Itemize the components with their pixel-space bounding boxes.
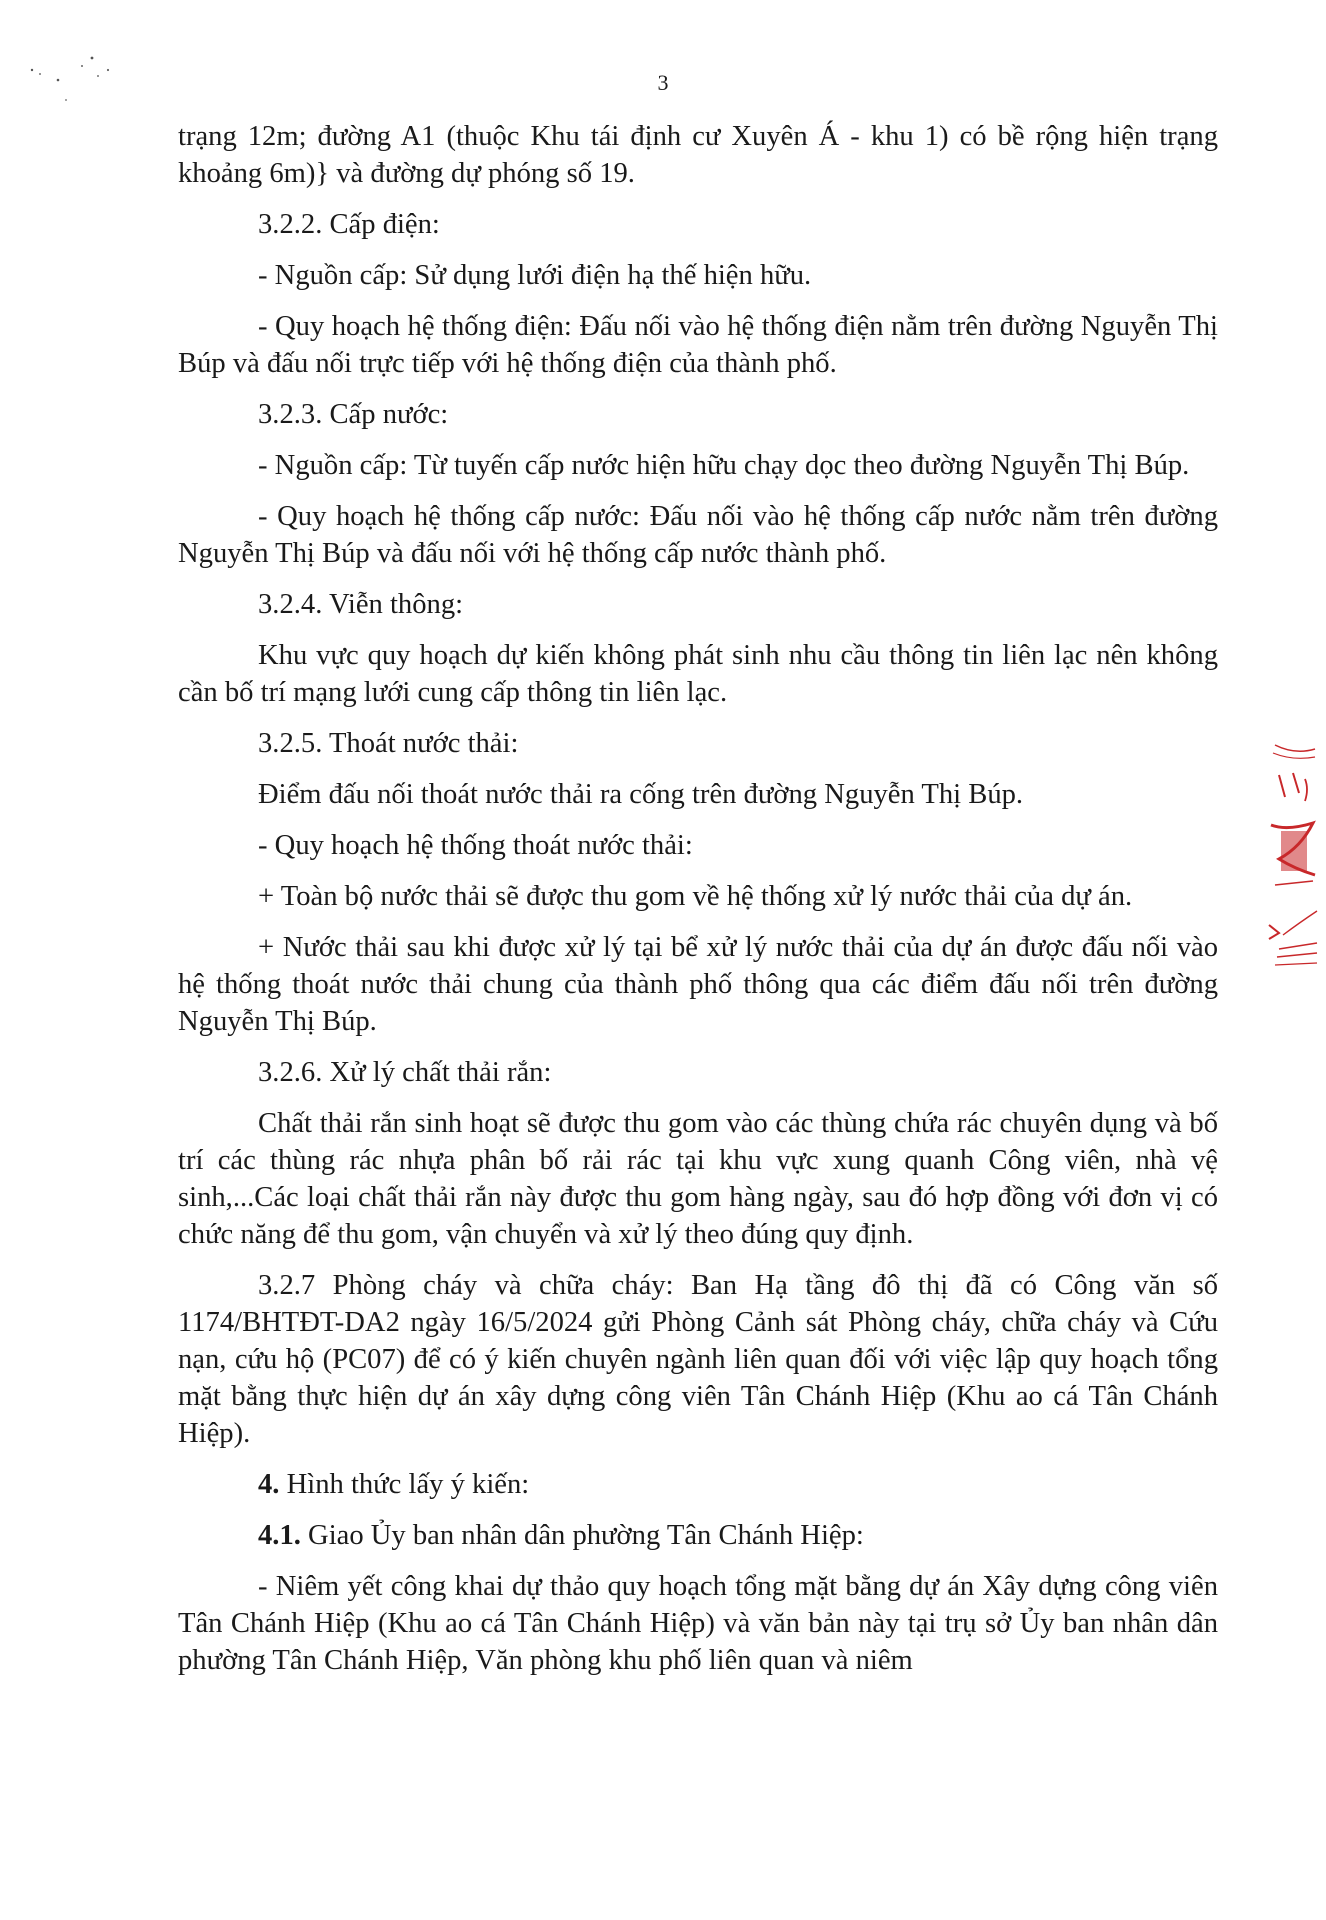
paragraph: - Niêm yết công khai dự thảo quy hoạch tổng mặt bằng dự án Xây dựng công viên Tân Chánh Hiệp (Khu ao cá Tân Chánh Hiệp) và văn bản này tại trụ sở Ủy ban nhân dân phường Tân Chánh Hiệp, Văn phòng khu phố liên quan và niêm <box>178 1571 1218 1676</box>
paragraph: - Quy hoạch hệ thống cấp nước: Đấu nối vào hệ thống cấp nước nằm trên đường Nguyễn Thị Búp và đấu nối với hệ thống cấp nước thành phố. <box>178 501 1218 569</box>
paragraph: 3.2.7 Phòng cháy và chữa cháy: Ban Hạ tầng đô thị đã có Công văn số 1174/BHTĐT-DA2 ngày 16/5/2024 gửi Phòng Cảnh sát Phòng cháy, chữa cháy và Cứu nạn, cứu hộ (PC07) để có ý kiến chuyên ngành liên quan đối với việc lập quy hoạch tổng mặt bằng thực hiện dự án xây dựng công viên Tân Chánh Hiệp (Khu ao cá Tân Chánh Hiệp). <box>178 1270 1218 1449</box>
paragraph: trạng 12m; đường A1 (thuộc Khu tái định cư Xuyên Á - khu 1) có bề rộng hiện trạng khoảng 6m)} và đường dự phóng số 19. <box>178 121 1218 189</box>
paragraph: + Nước thải sau khi được xử lý tại bể xử lý nước thải của dự án được đấu nối vào hệ thống thoát nước thải chung của thành phố thông qua các điểm đấu nối trên đường Nguyễn Thị Búp. <box>178 932 1218 1037</box>
section-heading: 3.2.2. Cấp điện: <box>258 209 440 240</box>
paragraph: - Quy hoạch hệ thống thoát nước thải: <box>258 830 693 861</box>
paragraph: + Toàn bộ nước thải sẽ được thu gom về hệ thống xử lý nước thải của dự án. <box>258 881 1133 912</box>
section-heading: 4. Hình thức lấy ý kiến: <box>258 1469 530 1500</box>
paragraph: - Nguồn cấp: Sử dụng lưới điện hạ thế hiện hữu. <box>258 260 812 291</box>
paragraph: Điểm đấu nối thoát nước thải ra cống trên đường Nguyễn Thị Búp. <box>258 779 1024 810</box>
section-heading: 3.2.6. Xử lý chất thải rắn: <box>258 1057 552 1088</box>
seal-stamp-edge <box>1265 735 1320 985</box>
paragraph: - Nguồn cấp: Từ tuyến cấp nước hiện hữu chạy dọc theo đường Nguyễn Thị Búp. <box>258 450 1190 481</box>
paragraph: Chất thải rắn sinh hoạt sẽ được thu gom vào các thùng chứa rác chuyên dụng và bố trí các thùng rác nhựa phân bố rải rác tại khu vực xung quanh Công viên, nhà vệ sinh,...Các loại chất thải rắn này được thu gom hàng ngày, sau đó hợp đồng với đơn vị có chức năng để thu gom, vận chuyển và xử lý theo đúng quy định. <box>178 1108 1218 1250</box>
document-body <box>178 118 1218 1693</box>
section-heading: 3.2.3. Cấp nước: <box>258 399 449 430</box>
section-heading: 3.2.4. Viễn thông: <box>258 589 464 620</box>
section-heading: 3.2.5. Thoát nước thải: <box>258 728 519 759</box>
paragraph: - Quy hoạch hệ thống điện: Đấu nối vào hệ thống điện nằm trên đường Nguyễn Thị Búp và đấu nối trực tiếp với hệ thống điện của thành phố. <box>178 311 1218 379</box>
paragraph: Khu vực quy hoạch dự kiến không phát sinh nhu cầu thông tin liên lạc nên không cần bố trí mạng lưới cung cấp thông tin liên lạc. <box>178 640 1218 708</box>
section-heading: 4.1. Giao Ủy ban nhân dân phường Tân Chánh Hiệp: <box>258 1520 864 1551</box>
page-number: 3 <box>657 70 669 95</box>
